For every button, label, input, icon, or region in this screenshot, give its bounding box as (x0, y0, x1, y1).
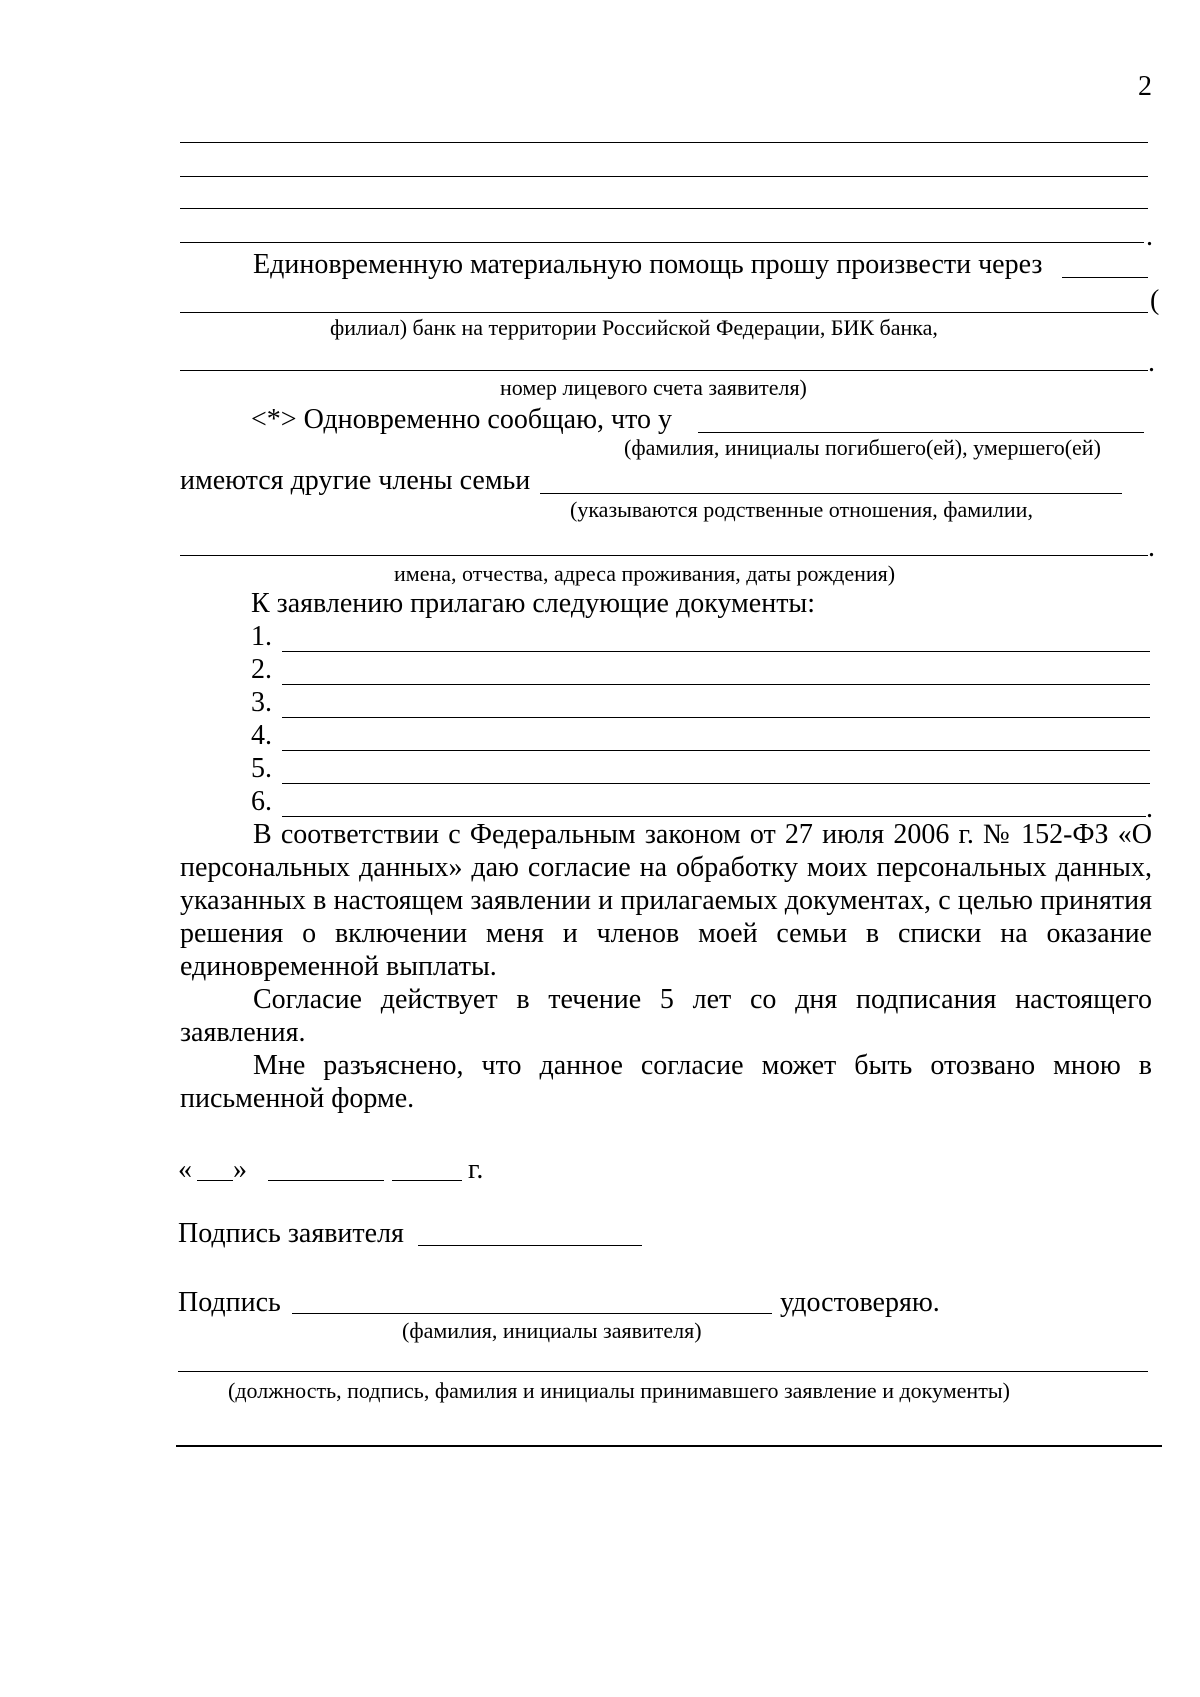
document-item-number: 2. (251, 654, 272, 685)
date-year-suffix: г. (468, 1154, 484, 1185)
bottom-separator (176, 1445, 1162, 1447)
family-prefix: <*> Одновременно сообщаю, что у (251, 404, 672, 435)
document-item-number: 6. (251, 786, 272, 817)
document-field-3[interactable] (282, 717, 1150, 718)
bank-hint-2: номер лицевого счета заявителя) (500, 375, 807, 400)
family-end-dot: . (1148, 532, 1155, 563)
bank-intro-text: Единовременную материальную помощь прошу произвести через (253, 249, 1043, 280)
applicant-name-hint: (фамилия, инициалы заявителя) (402, 1318, 702, 1343)
receiver-hint: (должность, подпись, фамилия и инициалы принимавшего заявление и документы) (228, 1378, 1010, 1403)
page-number: 2 (1138, 71, 1152, 102)
document-item-number: 1. (251, 621, 272, 652)
date-open-quote: « (178, 1154, 192, 1185)
document-field-6[interactable] (282, 816, 1146, 817)
document-field-5[interactable] (282, 783, 1150, 784)
date-day-field[interactable] (197, 1180, 233, 1181)
bank-field-3[interactable] (180, 370, 1148, 371)
consent-paragraph-1: В соответствии с Федеральным законом от 27 июля 2006 г. № 152-ФЗ «О персональных данных» даю согласие на обработку моих персональных данных, указанных в настоящем заявлении и прилагаемых документах, с целью принятия решения о включении меня и членов моей семьи в списки на оказание единовременной выплаты. (180, 819, 1152, 982)
document-item-number: 4. (251, 720, 272, 751)
blank-line-3[interactable] (180, 208, 1148, 209)
date-year-field[interactable] (392, 1180, 462, 1181)
family-details-field[interactable] (180, 555, 1148, 556)
blank-line-4-dot: . (1146, 221, 1153, 252)
bank-hint-1: филиал) банк на территории Российской Федерации, БИК банка, (330, 315, 938, 340)
bank-end-dot: . (1148, 347, 1155, 378)
document-field-4[interactable] (282, 750, 1150, 751)
bank-field-2[interactable] (180, 312, 1148, 313)
document-field-2[interactable] (282, 684, 1150, 685)
bank-field-1[interactable] (1062, 277, 1148, 278)
blank-line-1[interactable] (180, 142, 1148, 143)
family-members-label: имеются другие члены семьи (180, 465, 531, 496)
applicant-signature-label: Подпись заявителя (178, 1218, 404, 1249)
deceased-name-field[interactable] (698, 432, 1144, 433)
date-close-quote: » (233, 1154, 247, 1185)
blank-line-4[interactable] (180, 242, 1144, 243)
family-members-field[interactable] (540, 493, 1122, 494)
documents-end-dot: . (1146, 793, 1153, 824)
certify-text: удостоверяю. (780, 1287, 940, 1318)
document-item-number: 5. (251, 753, 272, 784)
consent-paragraph-2: Согласие действует в течение 5 лет со дня подписания настоящего заявления. (180, 984, 1152, 1048)
date-month-field[interactable] (268, 1180, 384, 1181)
relations-hint: (указываются родственные отношения, фамилии, (570, 497, 1033, 522)
sign-label: Подпись (178, 1287, 281, 1318)
certified-signature-field[interactable] (292, 1313, 772, 1314)
receiver-field[interactable] (178, 1371, 1148, 1372)
open-paren: ( (1150, 285, 1160, 316)
applicant-signature-field[interactable] (418, 1245, 642, 1246)
deceased-hint: (фамилия, инициалы погибшего(ей), умершего(ей) (624, 435, 1101, 460)
document-field-1[interactable] (282, 651, 1150, 652)
document-item-number: 3. (251, 687, 272, 718)
consent-paragraph-3: Мне разъяснено, что данное согласие может быть отозвано мною в письменной форме. (180, 1050, 1152, 1114)
blank-line-2[interactable] (180, 176, 1148, 177)
details-hint: имена, отчества, адреса проживания, даты рождения) (394, 561, 896, 586)
documents-heading: К заявлению прилагаю следующие документы: (251, 588, 816, 619)
